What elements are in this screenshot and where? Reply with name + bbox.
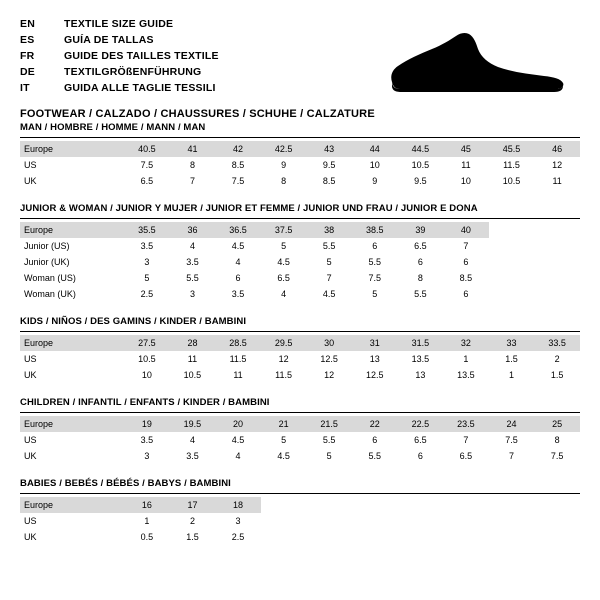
size-cell: 3.5 <box>124 238 170 254</box>
table-row <box>20 238 580 254</box>
size-cell: 10.5 <box>489 173 535 189</box>
size-cell <box>398 497 444 513</box>
size-cell: 11 <box>443 157 489 173</box>
size-cell: 31 <box>352 335 398 351</box>
document-subtitle: FOOTWEAR / CALZADO / CHAUSSURES / SCHUHE / CALZATURE <box>20 108 375 120</box>
size-cell: 11 <box>170 351 216 367</box>
size-cell: 40.5 <box>124 141 170 157</box>
size-cell: 40 <box>443 222 489 238</box>
size-cell: 10.5 <box>170 367 216 383</box>
size-cell <box>352 513 398 529</box>
size-cell <box>306 529 352 545</box>
language-title-list <box>20 16 219 96</box>
size-cell <box>489 513 535 529</box>
size-cell: 7.5 <box>489 432 535 448</box>
size-cell: 28.5 <box>215 335 261 351</box>
size-cell <box>443 497 489 513</box>
size-cell: 44.5 <box>398 141 444 157</box>
table-row <box>20 270 580 286</box>
size-cell: 5.5 <box>306 238 352 254</box>
size-cell: 4.5 <box>215 238 261 254</box>
size-cell <box>398 513 444 529</box>
size-table <box>20 141 580 189</box>
dress-shoe-icon <box>386 32 566 94</box>
row-label: US <box>20 432 124 448</box>
size-cell: 5.5 <box>352 448 398 464</box>
size-cell <box>398 529 444 545</box>
language-code: DE <box>20 66 35 78</box>
size-cell: 38.5 <box>352 222 398 238</box>
size-cell: 5 <box>306 254 352 270</box>
size-cell: 22 <box>352 416 398 432</box>
size-cell: 4 <box>170 238 216 254</box>
row-label: UK <box>20 448 124 464</box>
size-cell: 41 <box>170 141 216 157</box>
size-cell <box>352 497 398 513</box>
row-label: Europe <box>20 335 124 351</box>
size-cell: 7.5 <box>352 270 398 286</box>
size-cell: 12 <box>261 351 307 367</box>
size-section <box>20 203 580 302</box>
size-cell: 1 <box>443 351 489 367</box>
size-cell: 27.5 <box>124 335 170 351</box>
table-row <box>20 157 580 173</box>
size-cell <box>489 254 535 270</box>
size-cell: 12.5 <box>306 351 352 367</box>
size-cell: 17 <box>170 497 216 513</box>
size-cell: 36.5 <box>215 222 261 238</box>
size-cell: 0.5 <box>124 529 170 545</box>
size-cell <box>534 254 580 270</box>
size-cell: 6 <box>443 254 489 270</box>
size-cell <box>534 529 580 545</box>
size-cell: 37.5 <box>261 222 307 238</box>
table-row <box>20 432 580 448</box>
table-row <box>20 497 580 513</box>
size-cell: 5.5 <box>398 286 444 302</box>
size-cell: 7 <box>443 238 489 254</box>
size-cell: 4.5 <box>261 448 307 464</box>
size-cell: 39 <box>398 222 444 238</box>
size-cell <box>443 513 489 529</box>
size-cell: 10 <box>352 157 398 173</box>
section-title: BABIES / BEBÉS / BÉBÉS / BABYS / BAMBINI <box>20 478 580 494</box>
size-cell: 6 <box>398 448 444 464</box>
size-cell: 25 <box>534 416 580 432</box>
size-cell: 7 <box>170 173 216 189</box>
size-cell: 4.5 <box>215 432 261 448</box>
size-cell: 7 <box>306 270 352 286</box>
size-cell: 19 <box>124 416 170 432</box>
size-cell: 31.5 <box>398 335 444 351</box>
language-code: ES <box>20 34 35 46</box>
size-cell: 45.5 <box>489 141 535 157</box>
size-cell: 9 <box>261 157 307 173</box>
size-cell: 8 <box>170 157 216 173</box>
size-cell: 9 <box>352 173 398 189</box>
size-cell <box>489 497 535 513</box>
row-label: Junior (US) <box>20 238 124 254</box>
size-cell: 16 <box>124 497 170 513</box>
row-label: Europe <box>20 416 124 432</box>
size-cell: 6 <box>352 238 398 254</box>
section-title: MAN / HOMBRE / HOMME / MANN / MAN <box>20 122 580 138</box>
row-label: Woman (US) <box>20 270 124 286</box>
size-cell: 3 <box>170 286 216 302</box>
size-cell: 7.5 <box>215 173 261 189</box>
table-row <box>20 351 580 367</box>
size-table <box>20 416 580 464</box>
size-cell: 13.5 <box>443 367 489 383</box>
section-title: JUNIOR & WOMAN / JUNIOR Y MUJER / JUNIOR ET FEMME / JUNIOR UND FRAU / JUNIOR E DONA <box>20 203 580 219</box>
size-cell <box>489 286 535 302</box>
language-row <box>20 48 219 64</box>
size-cell: 10.5 <box>124 351 170 367</box>
size-cell <box>534 286 580 302</box>
size-cell: 12 <box>306 367 352 383</box>
language-title: TEXTILE SIZE GUIDE <box>64 18 174 30</box>
size-table <box>20 335 580 383</box>
size-cell: 5 <box>261 432 307 448</box>
size-cell <box>443 529 489 545</box>
size-cell: 1 <box>489 367 535 383</box>
size-cell: 6 <box>398 254 444 270</box>
size-cell <box>534 222 580 238</box>
language-title: GUÍA DE TALLAS <box>64 34 154 46</box>
size-cell: 1.5 <box>534 367 580 383</box>
size-cell: 8 <box>261 173 307 189</box>
size-cell: 8.5 <box>443 270 489 286</box>
size-cell: 7.5 <box>534 448 580 464</box>
size-cell <box>261 497 307 513</box>
size-cell: 11.5 <box>215 351 261 367</box>
size-cell: 30 <box>306 335 352 351</box>
size-cell: 3 <box>215 513 261 529</box>
size-cell: 5.5 <box>306 432 352 448</box>
size-cell <box>489 238 535 254</box>
table-row <box>20 141 580 157</box>
size-cell: 2 <box>534 351 580 367</box>
size-section <box>20 316 580 383</box>
table-row <box>20 173 580 189</box>
row-label: US <box>20 513 124 529</box>
size-cell: 11.5 <box>261 367 307 383</box>
size-cell: 6.5 <box>124 173 170 189</box>
size-cell: 12 <box>534 157 580 173</box>
size-cell: 42 <box>215 141 261 157</box>
size-cell: 8 <box>534 432 580 448</box>
size-cell: 6 <box>443 286 489 302</box>
size-cell: 19.5 <box>170 416 216 432</box>
section-title: KIDS / NIÑOS / DES GAMINS / KINDER / BAMBINI <box>20 316 580 332</box>
size-cell: 1.5 <box>170 529 216 545</box>
language-row <box>20 16 219 32</box>
size-cell: 8 <box>398 270 444 286</box>
table-row <box>20 367 580 383</box>
size-cell: 11 <box>215 367 261 383</box>
size-cell: 42.5 <box>261 141 307 157</box>
size-cell: 28 <box>170 335 216 351</box>
document-header <box>20 16 580 120</box>
size-cell <box>534 513 580 529</box>
size-cell: 13.5 <box>398 351 444 367</box>
table-row <box>20 529 580 545</box>
size-cell: 2.5 <box>124 286 170 302</box>
language-code: FR <box>20 50 35 62</box>
row-label: UK <box>20 529 124 545</box>
size-cell <box>306 497 352 513</box>
language-code: EN <box>20 18 35 30</box>
size-section <box>20 122 580 189</box>
size-cell: 11 <box>534 173 580 189</box>
size-table <box>20 222 580 302</box>
size-cell: 5 <box>352 286 398 302</box>
size-cell <box>534 497 580 513</box>
size-cell: 45 <box>443 141 489 157</box>
size-cell: 23.5 <box>443 416 489 432</box>
size-cell: 3 <box>124 448 170 464</box>
language-row <box>20 80 219 96</box>
size-cell: 1 <box>124 513 170 529</box>
size-cell: 13 <box>398 367 444 383</box>
size-cell: 5 <box>261 238 307 254</box>
size-cell: 3.5 <box>170 448 216 464</box>
row-label: US <box>20 157 124 173</box>
table-row <box>20 286 580 302</box>
size-cell: 8.5 <box>306 173 352 189</box>
size-cell: 3 <box>124 254 170 270</box>
row-label: Junior (UK) <box>20 254 124 270</box>
row-label: Europe <box>20 222 124 238</box>
size-cell: 46 <box>534 141 580 157</box>
size-cell: 3.5 <box>124 432 170 448</box>
size-cell: 9.5 <box>398 173 444 189</box>
size-cell <box>261 529 307 545</box>
size-cell: 33 <box>489 335 535 351</box>
size-cell: 18 <box>215 497 261 513</box>
size-cell: 36 <box>170 222 216 238</box>
size-cell: 6.5 <box>443 448 489 464</box>
size-cell <box>261 513 307 529</box>
size-cell: 6.5 <box>261 270 307 286</box>
size-sections <box>20 122 580 545</box>
size-cell <box>489 529 535 545</box>
table-row <box>20 222 580 238</box>
size-cell: 5.5 <box>170 270 216 286</box>
language-title: TEXTILGRÖßENFÜHRUNG <box>64 66 202 78</box>
size-table <box>20 497 580 545</box>
size-cell: 6 <box>352 432 398 448</box>
size-section <box>20 397 580 464</box>
size-cell: 12.5 <box>352 367 398 383</box>
row-label: Woman (UK) <box>20 286 124 302</box>
size-cell: 8.5 <box>215 157 261 173</box>
size-cell: 7 <box>443 432 489 448</box>
size-cell: 29.5 <box>261 335 307 351</box>
table-row <box>20 513 580 529</box>
size-cell: 1.5 <box>489 351 535 367</box>
size-section <box>20 478 580 545</box>
size-cell <box>534 238 580 254</box>
size-cell: 10.5 <box>398 157 444 173</box>
row-label: Europe <box>20 497 124 513</box>
size-cell: 7.5 <box>124 157 170 173</box>
size-cell: 6.5 <box>398 432 444 448</box>
size-cell: 20 <box>215 416 261 432</box>
size-cell <box>534 270 580 286</box>
size-cell: 11.5 <box>489 157 535 173</box>
table-row <box>20 254 580 270</box>
row-label: Europe <box>20 141 124 157</box>
size-cell: 21 <box>261 416 307 432</box>
size-cell: 35.5 <box>124 222 170 238</box>
language-title: GUIDA ALLE TAGLIE TESSILI <box>64 82 216 94</box>
size-cell: 10 <box>124 367 170 383</box>
language-row <box>20 32 219 48</box>
size-cell: 32 <box>443 335 489 351</box>
size-cell: 4 <box>170 432 216 448</box>
size-cell: 2 <box>170 513 216 529</box>
table-row <box>20 335 580 351</box>
row-label: US <box>20 351 124 367</box>
size-cell: 5 <box>124 270 170 286</box>
size-cell <box>306 513 352 529</box>
size-cell: 33.5 <box>534 335 580 351</box>
size-cell: 3.5 <box>215 286 261 302</box>
size-cell: 21.5 <box>306 416 352 432</box>
size-cell <box>489 270 535 286</box>
size-cell: 44 <box>352 141 398 157</box>
size-cell: 2.5 <box>215 529 261 545</box>
size-cell: 4 <box>215 254 261 270</box>
size-cell: 4.5 <box>306 286 352 302</box>
language-row <box>20 64 219 80</box>
size-cell: 5 <box>306 448 352 464</box>
section-title: CHILDREN / INFANTIL / ENFANTS / KINDER / BAMBINI <box>20 397 580 413</box>
size-cell: 7 <box>489 448 535 464</box>
row-label: UK <box>20 367 124 383</box>
table-row <box>20 448 580 464</box>
size-cell: 38 <box>306 222 352 238</box>
size-cell: 5.5 <box>352 254 398 270</box>
size-cell: 4 <box>261 286 307 302</box>
size-cell <box>489 222 535 238</box>
table-row <box>20 416 580 432</box>
size-cell: 6.5 <box>398 238 444 254</box>
size-cell: 24 <box>489 416 535 432</box>
language-title: GUIDE DES TAILLES TEXTILE <box>64 50 219 62</box>
size-cell: 22.5 <box>398 416 444 432</box>
size-cell: 9.5 <box>306 157 352 173</box>
row-label: UK <box>20 173 124 189</box>
size-cell: 3.5 <box>170 254 216 270</box>
size-cell: 13 <box>352 351 398 367</box>
language-code: IT <box>20 82 30 94</box>
size-cell: 4 <box>215 448 261 464</box>
size-cell: 43 <box>306 141 352 157</box>
size-cell: 6 <box>215 270 261 286</box>
size-cell: 4.5 <box>261 254 307 270</box>
size-cell: 10 <box>443 173 489 189</box>
size-cell <box>352 529 398 545</box>
